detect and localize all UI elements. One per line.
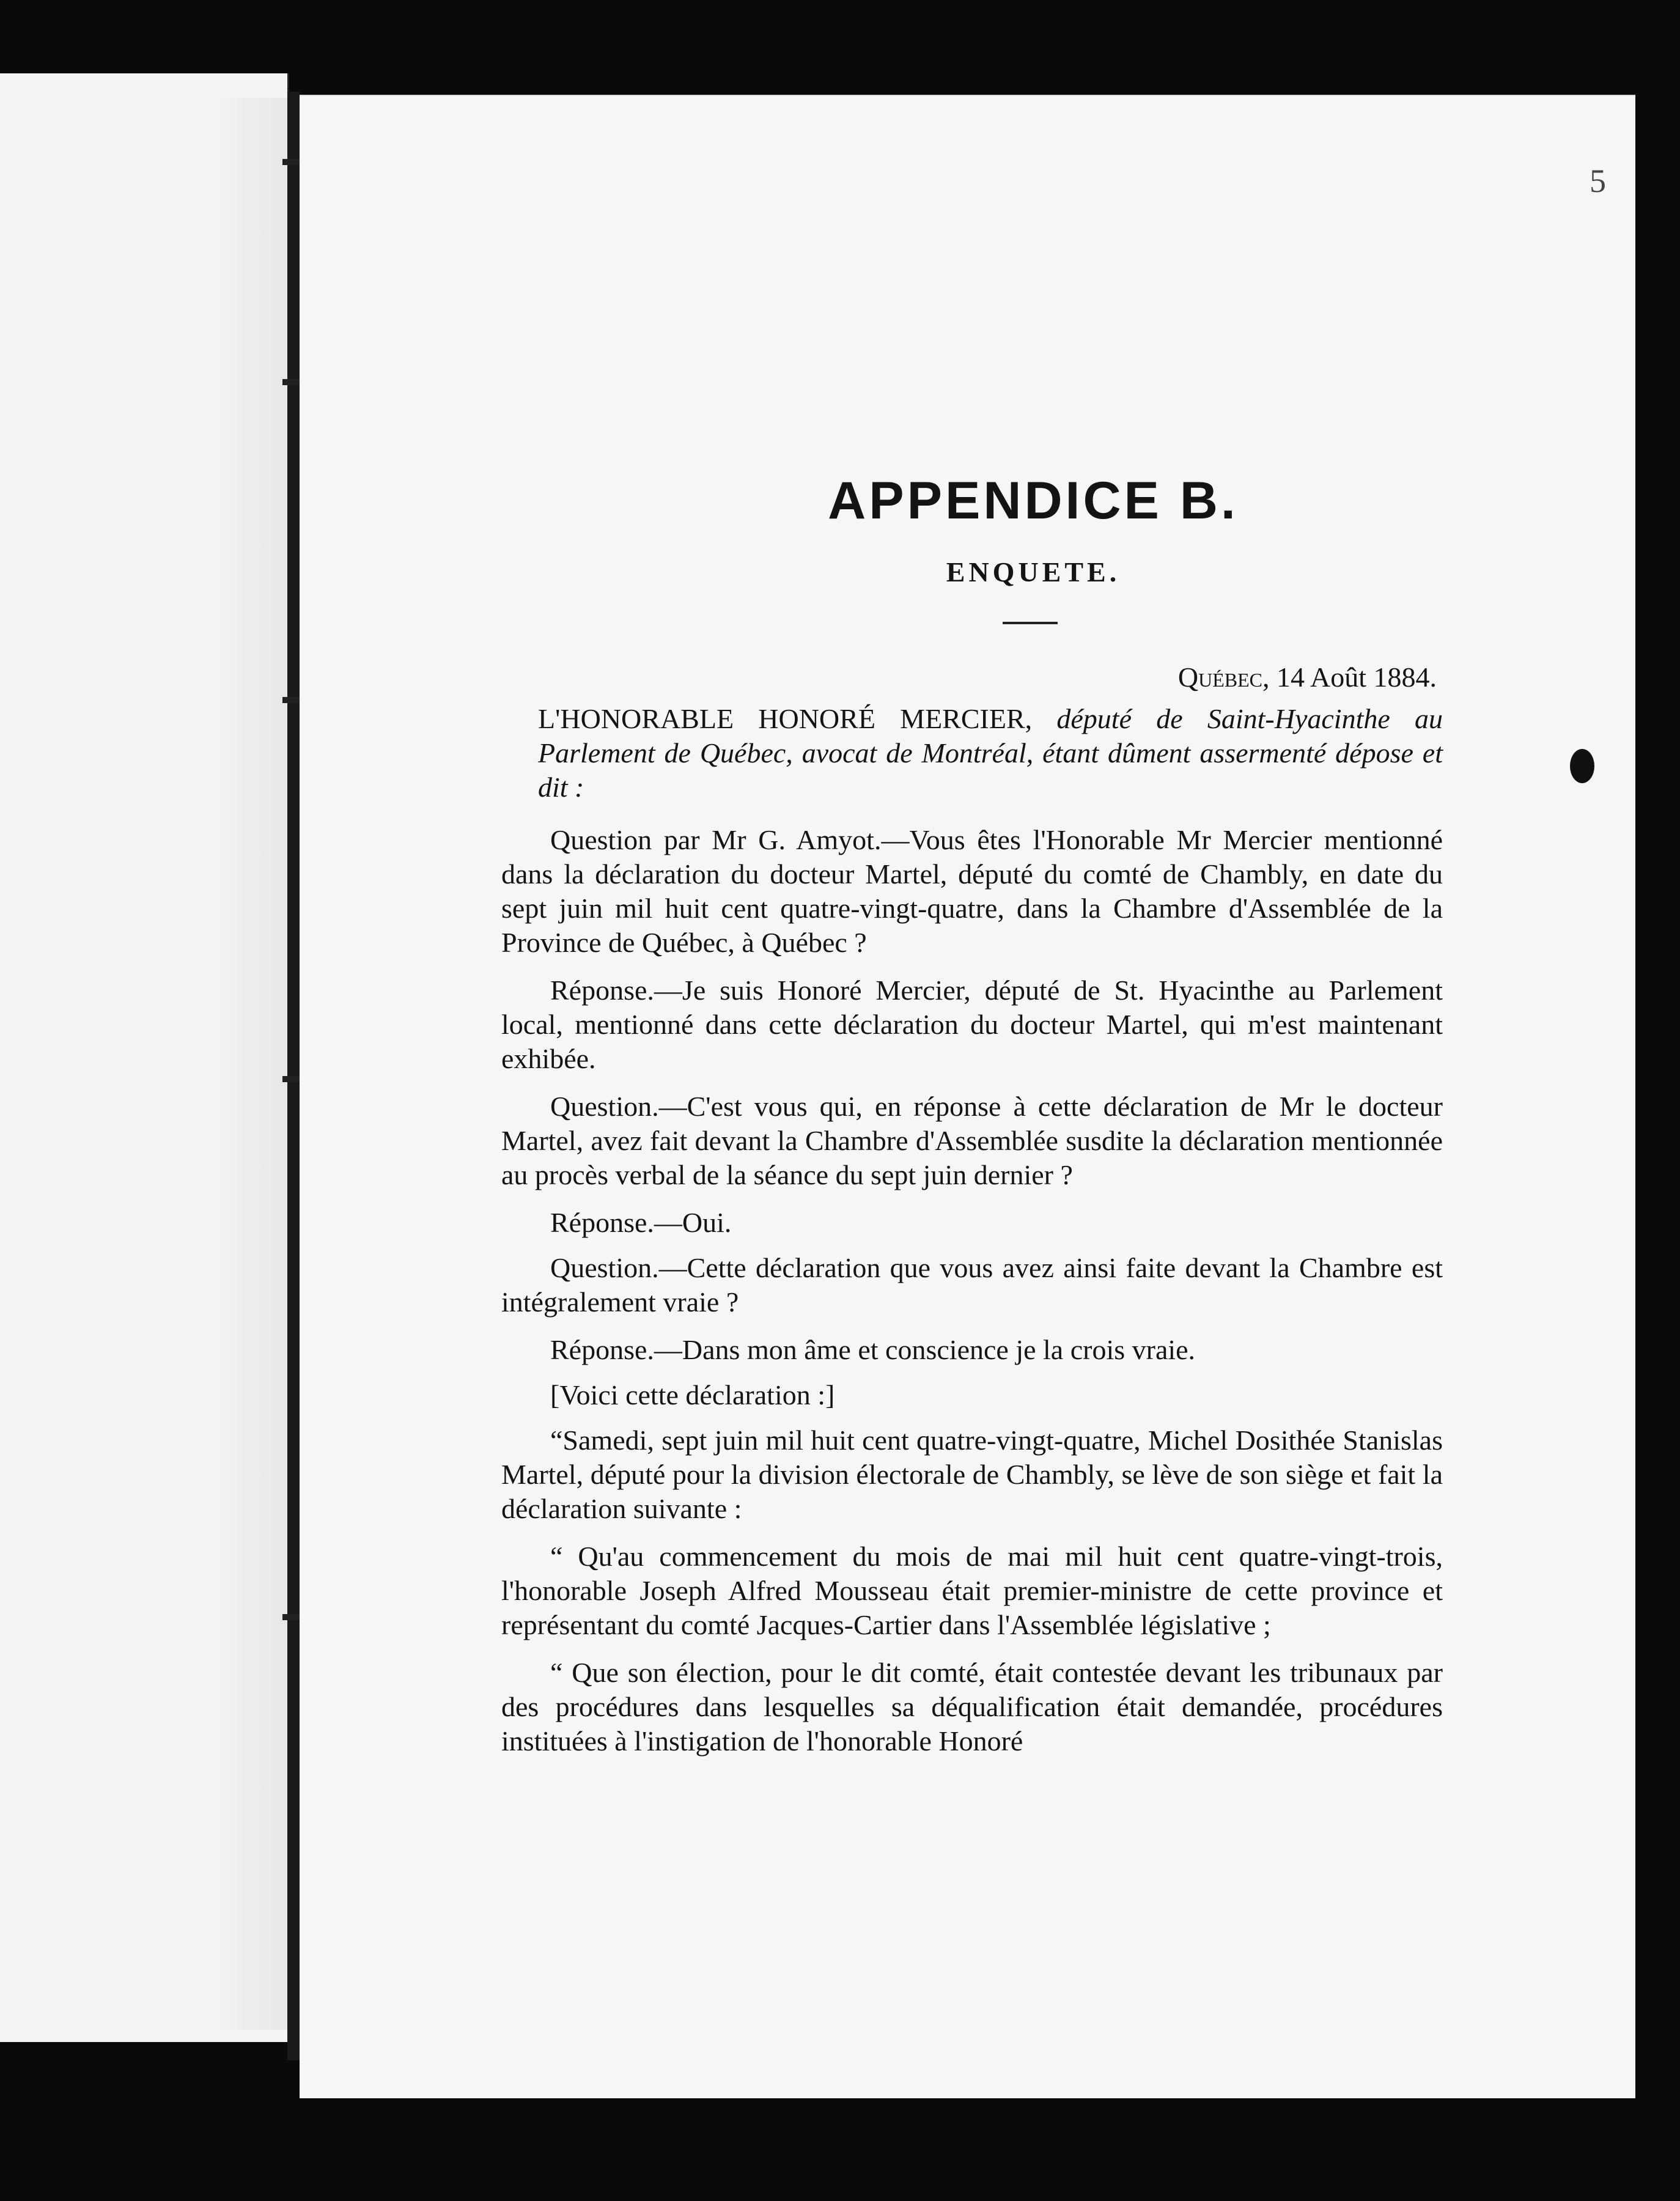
- paragraph: Réponse.—Oui.: [550, 1207, 732, 1238]
- section-title: ENQUETE.: [946, 556, 1121, 588]
- paragraph: “ Que son élection, pour le dit comté, était contestée devant les tribunaux par des procédures dans lesquelles sa déqualification était demandée, procédures instituées à l'instigation de l'honorable Honoré: [501, 1657, 1443, 1757]
- dateline: [501, 661, 1443, 693]
- paragraph: Question.—Cette déclaration que vous avez ainsi faite devant la Chambre est intégralement vraie ?: [501, 1252, 1443, 1318]
- deposition-intro: [501, 702, 1443, 805]
- title-rule: [1003, 622, 1058, 624]
- left-page-gutter-shadow: [217, 98, 290, 2030]
- paragraph: Réponse.—Je suis Honoré Mercier, député de St. Hyacinthe au Parlement local, mentionné dans cette déclaration du docteur Martel, qui m'est maintenant exhibée.: [501, 975, 1443, 1074]
- paragraph: “ Qu'au commencement du mois de mai mil huit cent quatre-vingt-trois, l'honorable Joseph Alfred Mousseau était premier-ministre de cette province et représentant du comté Jacques-Cartier dans l'Assemblée législative ;: [501, 1541, 1443, 1640]
- paragraph: Réponse.—Dans mon âme et conscience je la crois vraie.: [550, 1334, 1196, 1365]
- page-text-column: [501, 471, 1443, 1772]
- ink-blot: [1570, 749, 1594, 783]
- page-number-mark: 5: [1590, 163, 1606, 199]
- deponent-name: L'HONORABLE HONORÉ MERCIER,: [538, 703, 1033, 734]
- appendix-title: APPENDICE B.: [828, 471, 1239, 530]
- dateline-date: 14 Août 1884.: [1277, 662, 1437, 693]
- paragraph: Question.—C'est vous qui, en réponse à cette déclaration de Mr le docteur Martel, avez fait devant la Chambre d'Assemblée susdite la déclaration mentionnée au procès verbal de la séance du sept juin dernier ?: [501, 1091, 1443, 1190]
- deponent-description: député de Saint-Hyacinthe au Parlement de Québec, avocat de Montréal, étant dûment assermenté dépose et dit :: [538, 703, 1443, 803]
- paragraph: “Samedi, sept juin mil huit cent quatre-vingt-quatre, Michel Dosithée Stanislas Martel, député pour la division électorale de Chambly, se lève de son siège et fait la déclaration suivante :: [501, 1425, 1443, 1524]
- paragraph: [Voici cette déclaration :]: [550, 1379, 835, 1410]
- paragraph: Question par Mr G. Amyot.—Vous êtes l'Honorable Mr Mercier mentionné dans la déclaration du docteur Martel, député du comté de Chambly, en date du sept juin mil huit cent quatre-vingt-quatre, dans la Chambre d'Assemblée de la Province de Québec, à Québec ?: [501, 824, 1443, 958]
- dateline-city: Québec,: [1177, 662, 1270, 693]
